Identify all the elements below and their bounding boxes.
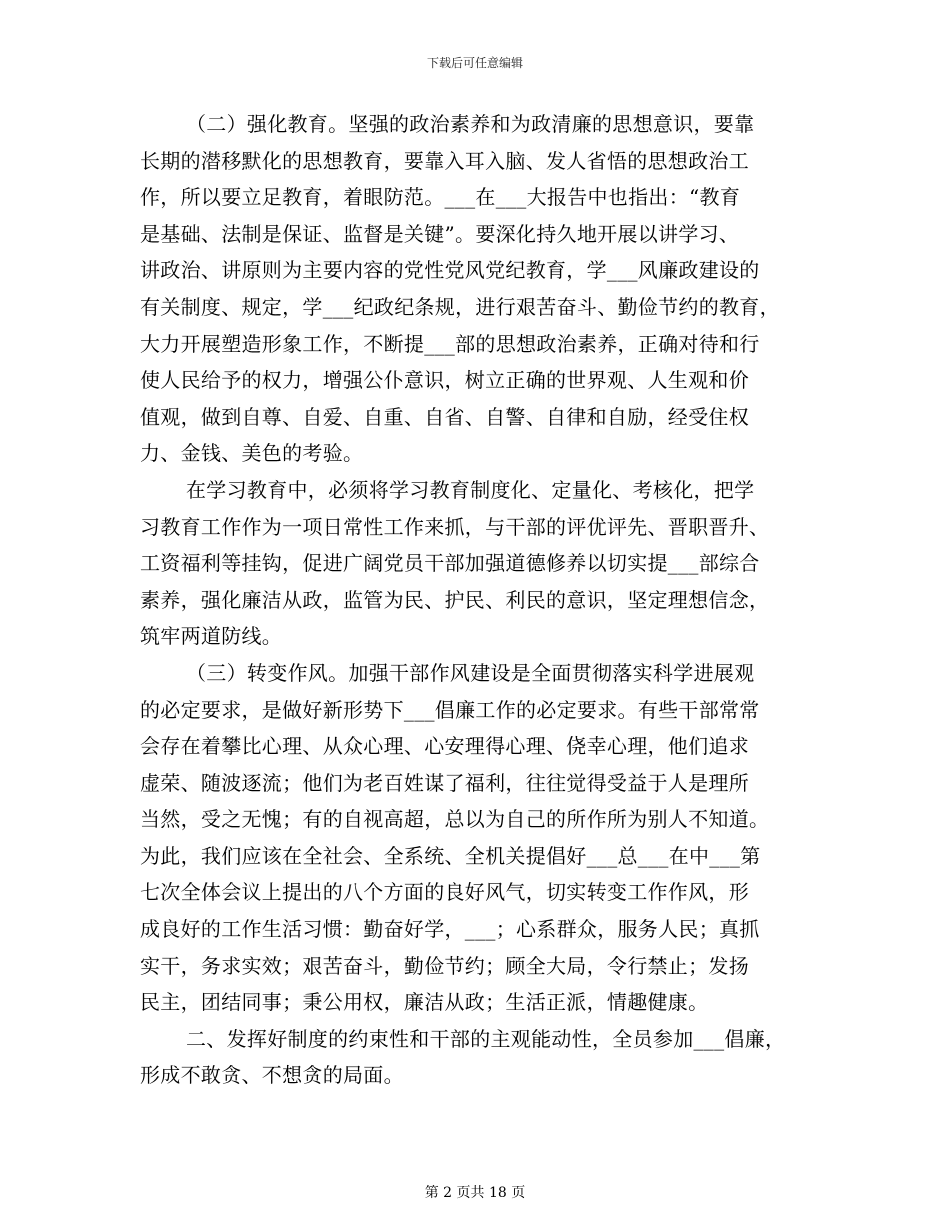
text-line: 虚荣、随波逐流；他们为老百姓谋了福利，往往觉得受益于人是理所 [140, 770, 749, 795]
text-line: 成良好的工作生活习惯：勤奋好学，___；心系群众，服务人民；真抓 [140, 917, 760, 942]
text-line: 七次全体会议上提出的八个方面的良好风气，切实转变工作作风，形 [140, 880, 749, 905]
text-line: 使人民给予的权力，增强公仆意识，树立正确的世界观、人生观和价 [140, 368, 749, 393]
text-line: 工资福利等挂钩，促进广阔党员干部加强道德修养以切实提___部综合 [140, 551, 760, 576]
text-line: （三）转变作风。加强干部作风建设是全面贯彻落实科学进展观 [186, 660, 755, 685]
text-line: 长期的潜移默化的思想教育，要靠入耳入脑、发人省悟的思想政治工 [140, 148, 749, 173]
text-line: 在学习教育中，必须将学习教育制度化、定量化、考核化，把学 [186, 477, 755, 502]
text-line: 形成不敢贪、不想贪的局面。 [140, 1063, 404, 1088]
text-line: 作，所以要立足教育，着眼防范。___在___大报告中也指出：“教育 [140, 185, 741, 210]
text-line: 当然，受之无愧；有的自视高超，总以为自己的所作所为别人不知道。 [140, 807, 770, 832]
document-body [140, 106, 820, 1094]
text-line: 二、发挥好制度的约束性和干部的主观能动性，全员参加___倡廉， [186, 1026, 786, 1051]
text-line: 的必定要求，是做好新形势下___倡廉工作的必定要求。有些干部常常 [140, 697, 760, 722]
text-line: 民主，团结同事；秉公用权，廉洁从政；生活正派，情趣健康。 [140, 990, 709, 1015]
text-line: 讲政治、讲原则为主要内容的党性党风党纪教育，学___风廉政建设的 [140, 258, 760, 283]
page-footer: 第 2 页共 18 页 [424, 1185, 526, 1201]
text-line: 会存在着攀比心理、从众心理、心安理得心理、侥幸心理，他们追求 [140, 734, 749, 759]
text-line: 习教育工作作为一项日常性工作来抓，与干部的评优评先、晋职晋升、 [140, 514, 770, 539]
text-line: 力、金钱、美色的考验。 [140, 441, 364, 466]
text-line: 值观，做到自尊、自爱、自重、自省、自警、自律和自励，经受住权 [140, 404, 749, 429]
text-line: 为此，我们应该在全社会、全系统、全机关提倡好___总___在中___第 [140, 843, 761, 868]
text-line: 是基础、法制是保证、监督是关键”。要深化持久地开展以讲学习、 [140, 221, 740, 246]
text-line: 有关制度、规定，学___纪政纪条规，进行艰苦奋斗、勤俭节约的教育， [140, 294, 780, 319]
text-line: （二）强化教育。坚强的政治素养和为政清廉的思想意识，要靠 [186, 112, 755, 136]
text-line: 素养，强化廉洁从政，监管为民、护民、利民的意识，坚定理想信念， [140, 587, 770, 612]
text-line: 筑牢两道防线。 [140, 624, 283, 649]
page-header: 下载后可任意编辑 [426, 56, 523, 70]
text-line: 实干，务求实效；艰苦奋斗，勤俭节约；顾全大局，令行禁止；发扬 [140, 953, 749, 978]
text-line: 大力开展塑造形象工作，不断提___部的思想政治素养，正确对待和行 [140, 331, 760, 356]
